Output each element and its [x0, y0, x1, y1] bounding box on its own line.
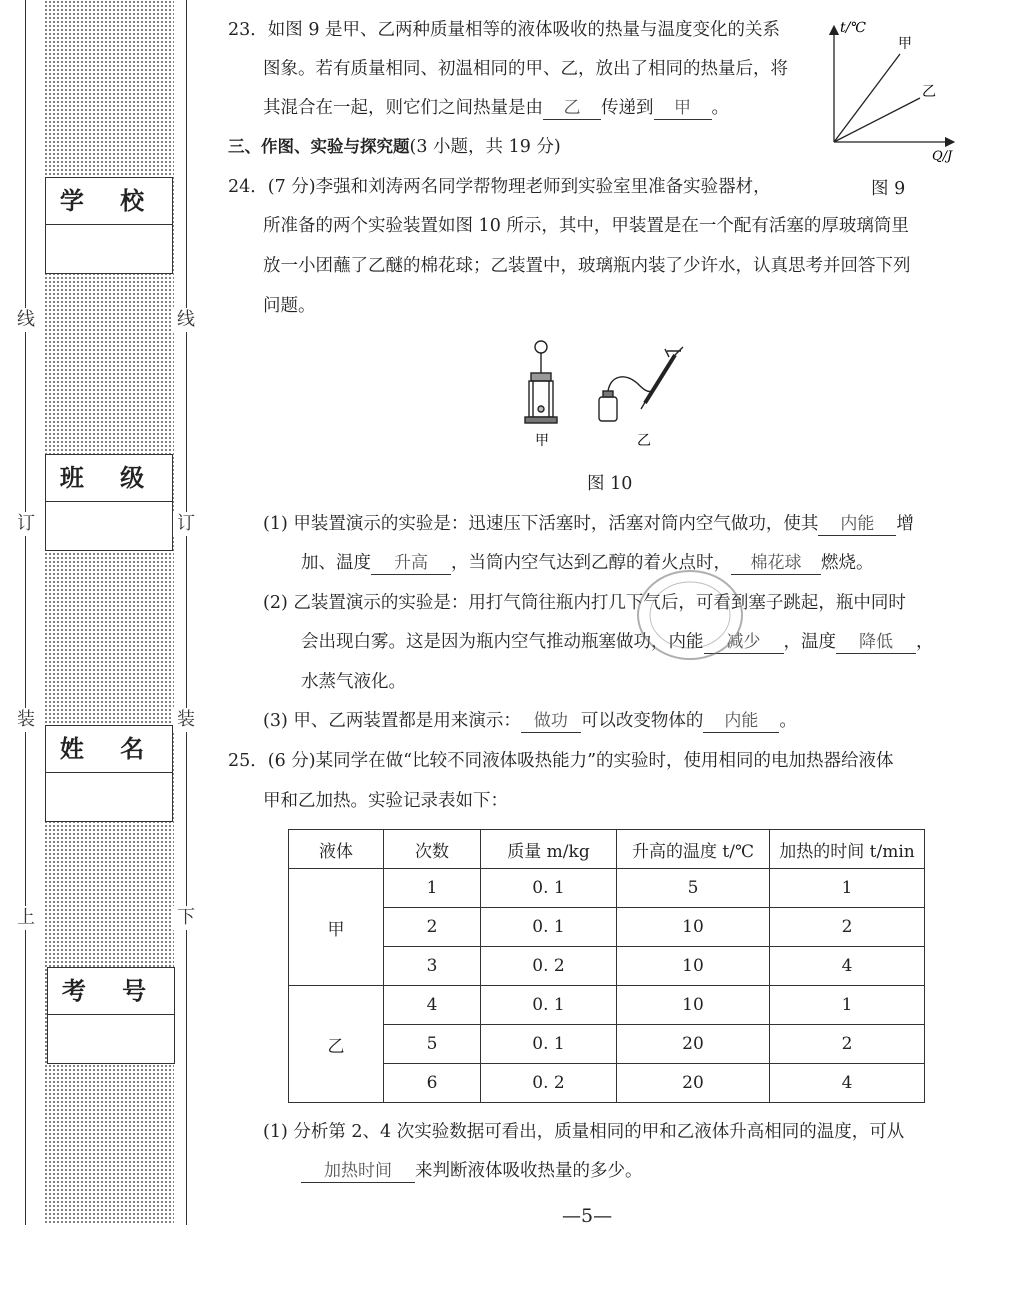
figure-9-caption: 图 9 — [871, 179, 906, 199]
text: 。 — [711, 98, 729, 118]
section-heading — [228, 135, 561, 159]
table-cell: 0. 1 — [481, 869, 617, 908]
experiment-table — [288, 829, 925, 1103]
text: 来判断液体吸收热量的多少。 — [415, 1161, 643, 1181]
q25-line2: 甲和乙加热。实验记录表如下： — [263, 791, 508, 811]
text: 其混合在一起，则它们之间热量是由 — [263, 98, 543, 118]
table-row — [289, 869, 925, 908]
table-header: 加热的时间 t/min — [770, 830, 925, 869]
binding-label: 订 — [171, 512, 201, 536]
binding-label: 线 — [171, 308, 201, 332]
binding-label: 装 — [171, 708, 201, 732]
series-label-b: 乙 — [922, 84, 936, 100]
table-row — [289, 947, 925, 986]
figure-10-apparatus — [515, 335, 695, 455]
q23-line2: 图象。若有质量相同、初温相同的甲、乙，放出了相同的热量后，将 — [263, 59, 788, 79]
binding-label: 装 — [11, 708, 41, 732]
table-cell: 4 — [770, 1064, 925, 1103]
q25-p1-line1: (1) 分析第 2、4 次实验数据可看出，质量相同的甲和乙液体升高相同的温度，可从 — [263, 1122, 905, 1142]
table-cell: 0. 2 — [481, 1064, 617, 1103]
table-cell: 1 — [384, 869, 481, 908]
section-title: 三、作图、实验与探究题 — [228, 137, 410, 156]
text: (1) 甲装置演示的实验是：迅速压下活塞时，活塞对筒内空气做功，使其 — [263, 514, 819, 534]
answer-blank: 加热时间 — [301, 1160, 415, 1183]
text: 增 — [896, 514, 914, 534]
label-b: 乙 — [637, 433, 651, 449]
answer-blank: 乙 — [543, 97, 601, 120]
binding-label: 线 — [11, 308, 41, 332]
table-cell: 1 — [770, 986, 925, 1025]
q24-line2: 所准备的两个实验装置如图 10 所示，其中，甲装置是在一个配有活塞的厚玻璃筒里 — [263, 216, 909, 236]
table-cell: 0. 1 — [481, 1025, 617, 1064]
answer-blank: 减少 — [704, 631, 784, 654]
table-cell: 20 — [617, 1064, 770, 1103]
class-label: 班 级 — [46, 455, 172, 502]
table-header: 次数 — [384, 830, 481, 869]
q24-p1-line1 — [263, 512, 914, 536]
name-field[interactable] — [46, 773, 172, 821]
binding-label: 下 — [171, 906, 201, 930]
q25-line1: 25．(6 分)某同学在做“比较不同液体吸热能力”的实验时，使用相同的电加热器给液体 — [228, 751, 894, 771]
binding-line-left — [25, 0, 26, 1225]
table-cell: 2 — [770, 908, 925, 947]
binding-label: 上 — [11, 906, 41, 930]
answer-blank: 甲 — [654, 97, 712, 120]
name-label: 姓 名 — [46, 726, 172, 773]
figure-9-graph — [818, 14, 968, 164]
text: ，温度 — [783, 632, 836, 652]
name-box — [45, 725, 173, 822]
exam-no-box — [47, 967, 175, 1064]
answer-blank: 做功 — [521, 710, 581, 733]
answer-blank: 内能 — [703, 710, 779, 733]
table-cell: 0. 2 — [481, 947, 617, 986]
text: 燃烧。 — [821, 553, 874, 573]
class-field[interactable] — [46, 502, 172, 550]
school-label: 学 校 — [46, 178, 172, 225]
table-row — [289, 908, 925, 947]
table-header: 液体 — [289, 830, 384, 869]
table-cell: 4 — [770, 947, 925, 986]
text: 加、温度 — [301, 553, 371, 573]
series-label-a: 甲 — [898, 36, 912, 52]
table-header-row — [289, 830, 925, 869]
table-cell: 2 — [384, 908, 481, 947]
q24-line3: 放一小团蘸了乙醚的棉花球；乙装置中，玻璃瓶内装了少许水，认真思考并回答下列 — [263, 256, 911, 276]
table-cell: 3 — [384, 947, 481, 986]
liquid-cell: 甲 — [289, 869, 384, 986]
table-header: 质量 m/kg — [481, 830, 617, 869]
school-field[interactable] — [46, 225, 172, 273]
page-number: —5— — [562, 1205, 613, 1227]
q25-p1-line2 — [301, 1159, 643, 1183]
q23-line3 — [263, 96, 729, 120]
text: 会出现白雾。这是因为瓶内空气推动瓶塞做功，内能 — [301, 632, 704, 652]
q24-line1: 24．(7 分)李强和刘涛两名同学帮物理老师到实验室里准备实验器材， — [228, 177, 771, 197]
table-row — [289, 986, 925, 1025]
binding-label: 订 — [11, 512, 41, 536]
table-cell: 2 — [770, 1025, 925, 1064]
label-a: 甲 — [535, 433, 549, 449]
x-axis-label: Q/J — [932, 149, 953, 164]
table-cell: 10 — [617, 986, 770, 1025]
q24-p1-line2 — [301, 551, 874, 575]
class-box — [45, 454, 173, 551]
answer-blank: 内能 — [818, 513, 896, 536]
text: 可以改变物体的 — [580, 711, 704, 731]
table-cell: 4 — [384, 986, 481, 1025]
text: ，当筒内空气达到乙醇的着火点时， — [451, 553, 731, 573]
exam-no-label: 考 号 — [48, 968, 174, 1015]
table-cell: 0. 1 — [481, 986, 617, 1025]
text: (3) 甲、乙两装置都是用来演示： — [263, 711, 521, 731]
q23-line1: 23．如图 9 是甲、乙两种质量相等的液体吸收的热量与温度变化的关系 — [228, 20, 781, 40]
apparatus-b — [599, 347, 683, 421]
liquid-cell: 乙 — [289, 986, 384, 1103]
table-header: 升高的温度 t/℃ — [617, 830, 770, 869]
binding-line-right — [186, 0, 187, 1225]
text: 传递到 — [601, 98, 654, 118]
table-row — [289, 1064, 925, 1103]
series-line-a — [834, 54, 900, 142]
q24-p2-line3: 水蒸气液化。 — [301, 672, 406, 692]
exam-no-field[interactable] — [48, 1015, 174, 1063]
table-cell: 20 — [617, 1025, 770, 1064]
figure-10-caption: 图 10 — [587, 474, 633, 494]
stamp-seal — [630, 560, 750, 670]
answer-blank: 降低 — [836, 631, 916, 654]
table-cell: 1 — [770, 869, 925, 908]
table-cell: 5 — [617, 869, 770, 908]
answer-blank: 棉花球 — [731, 552, 821, 575]
table-cell: 10 — [617, 908, 770, 947]
y-axis-label: t/℃ — [840, 20, 867, 36]
table-cell: 0. 1 — [481, 908, 617, 947]
table-cell: 5 — [384, 1025, 481, 1064]
q24-p2-line1: (2) 乙装置演示的实验是：用打气筒往瓶内打几下气后，可看到塞子跳起，瓶中同时 — [263, 593, 906, 613]
table-cell: 6 — [384, 1064, 481, 1103]
table-row — [289, 1025, 925, 1064]
school-box — [45, 177, 173, 274]
section-note: (3 小题，共 19 分) — [409, 137, 561, 157]
q24-p3 — [263, 709, 797, 733]
apparatus-a — [525, 341, 557, 423]
q24-line4: 问题。 — [263, 296, 316, 316]
text: 。 — [779, 711, 797, 731]
table-cell: 10 — [617, 947, 770, 986]
text: ， — [916, 632, 934, 652]
series-line-b — [834, 98, 920, 142]
q24-p2-line2 — [301, 630, 934, 654]
answer-blank: 升高 — [371, 552, 451, 575]
